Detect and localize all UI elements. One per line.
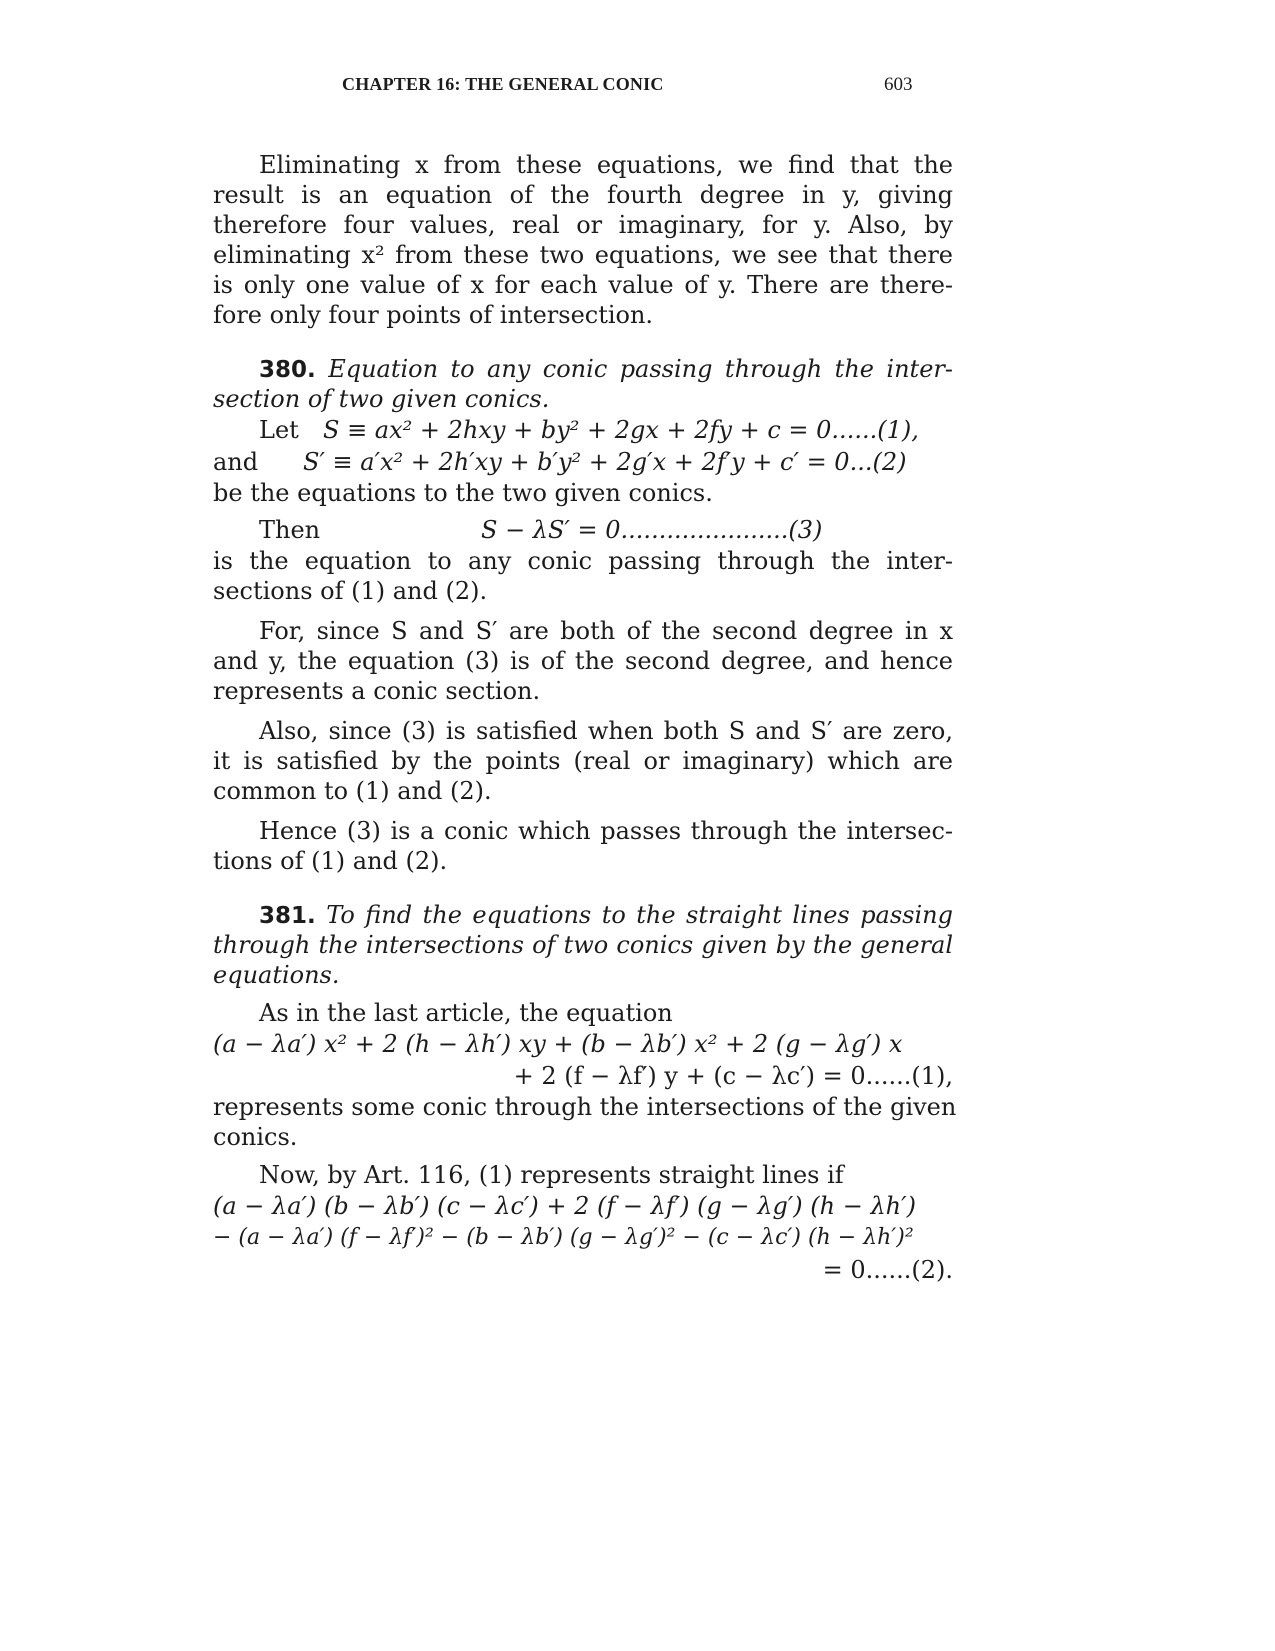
text-line: Also, since (3) is satisfied when both S and S′ are zero, bbox=[259, 717, 953, 745]
equation-2-line-1: (a − λa′) (b − λb′) (c − λc′) + 2 (f − λf′) (g − λg′) (h − λh′) bbox=[213, 1192, 916, 1220]
text-line: For, since S and S′ are both of the second degree in x bbox=[259, 617, 953, 645]
text-line: common to (1) and (2). bbox=[213, 777, 492, 805]
paragraph bbox=[213, 816, 953, 876]
page-number: 603 bbox=[884, 74, 913, 95]
article-title: To find the equations to the straight lines passing bbox=[326, 901, 953, 929]
article-title: Equation to any conic passing through the inter- bbox=[328, 355, 953, 383]
text-line: is the equation to any conic passing through the inter- bbox=[213, 547, 953, 575]
article-381 bbox=[213, 900, 957, 1286]
article-380 bbox=[213, 354, 953, 876]
equation-2: S′ ≡ a′x² + 2h′xy + b′y² + 2g′x + 2f′y + c′ = 0...(2) bbox=[303, 448, 907, 476]
page-body bbox=[213, 150, 957, 1286]
equation-1-row bbox=[213, 414, 953, 446]
equation-1: S ≡ ax² + 2hxy + by² + 2gx + 2fy + c = 0......(1), bbox=[323, 416, 919, 444]
article-heading bbox=[213, 900, 953, 930]
running-head bbox=[0, 74, 1275, 98]
equation-1-line-1: (a − λa′) x² + 2 (h − λh′) xy + (b − λb′) x² + 2 (g − λg′) x bbox=[213, 1030, 903, 1058]
and-label: and bbox=[213, 448, 259, 476]
text-line: conics. bbox=[213, 1123, 298, 1151]
text-line: it is satisfied by the points (real or imaginary) which are bbox=[213, 747, 953, 775]
text-line: Eliminating x from these equations, we find that the bbox=[259, 151, 953, 179]
equation-2-line-3: = 0......(2). bbox=[822, 1256, 953, 1284]
text-line: Now, by Art. 116, (1) represents straight lines if bbox=[259, 1161, 844, 1189]
intro-paragraph bbox=[213, 150, 953, 330]
equation-3: S − λS′ = 0......................(3) bbox=[481, 516, 823, 544]
text-line: result is an equation of the fourth degree in y, giving bbox=[213, 181, 953, 209]
text-line: represents a conic section. bbox=[213, 677, 541, 705]
equation-1-line-2: + 2 (f − λf′) y + (c − λc′) = 0......(1), bbox=[513, 1062, 953, 1090]
text-line: and y, the equation (3) is of the second degree, and hence bbox=[213, 647, 953, 675]
paragraph bbox=[213, 546, 953, 606]
then-label: Then bbox=[259, 516, 321, 544]
text-line: eliminating x² from these two equations, we see that there bbox=[213, 241, 953, 269]
text-line: sections of (1) and (2). bbox=[213, 577, 488, 605]
text-line: tions of (1) and (2). bbox=[213, 847, 448, 875]
text-line: fore only four points of intersection. bbox=[213, 301, 654, 329]
paragraph bbox=[213, 716, 953, 806]
text-line: Hence (3) is a conic which passes through the intersec- bbox=[259, 817, 953, 845]
text-line: As in the last article, the equation bbox=[259, 999, 673, 1027]
article-title-continued: equations. bbox=[213, 961, 340, 989]
article-number: 381. bbox=[259, 903, 316, 929]
article-title-continued: through the intersections of two conics given by the general bbox=[213, 931, 953, 959]
chapter-title: CHAPTER 16: THE GENERAL CONIC bbox=[342, 74, 664, 94]
article-number: 380. bbox=[259, 357, 316, 383]
equation-2-row bbox=[213, 446, 953, 478]
equation-3-row bbox=[213, 514, 953, 546]
text-line: is only one value of x for each value of y. There are there- bbox=[213, 271, 953, 299]
equation-2-line-2: − (a − λa′) (f − λf′)² − (b − λb′) (g − λg′)² − (c − λc′) (h − λh′)² bbox=[213, 1225, 914, 1250]
text-line: therefore four values, real or imaginary, for y. Also, by bbox=[213, 211, 953, 239]
article-heading bbox=[213, 354, 953, 384]
article-title-continued: section of two given conics. bbox=[213, 385, 550, 413]
let-label: Let bbox=[259, 416, 299, 444]
text-line: be the equations to the two given conics. bbox=[213, 479, 713, 507]
paragraph bbox=[213, 616, 953, 706]
text-line: represents some conic through the intersections of the given bbox=[213, 1093, 957, 1121]
